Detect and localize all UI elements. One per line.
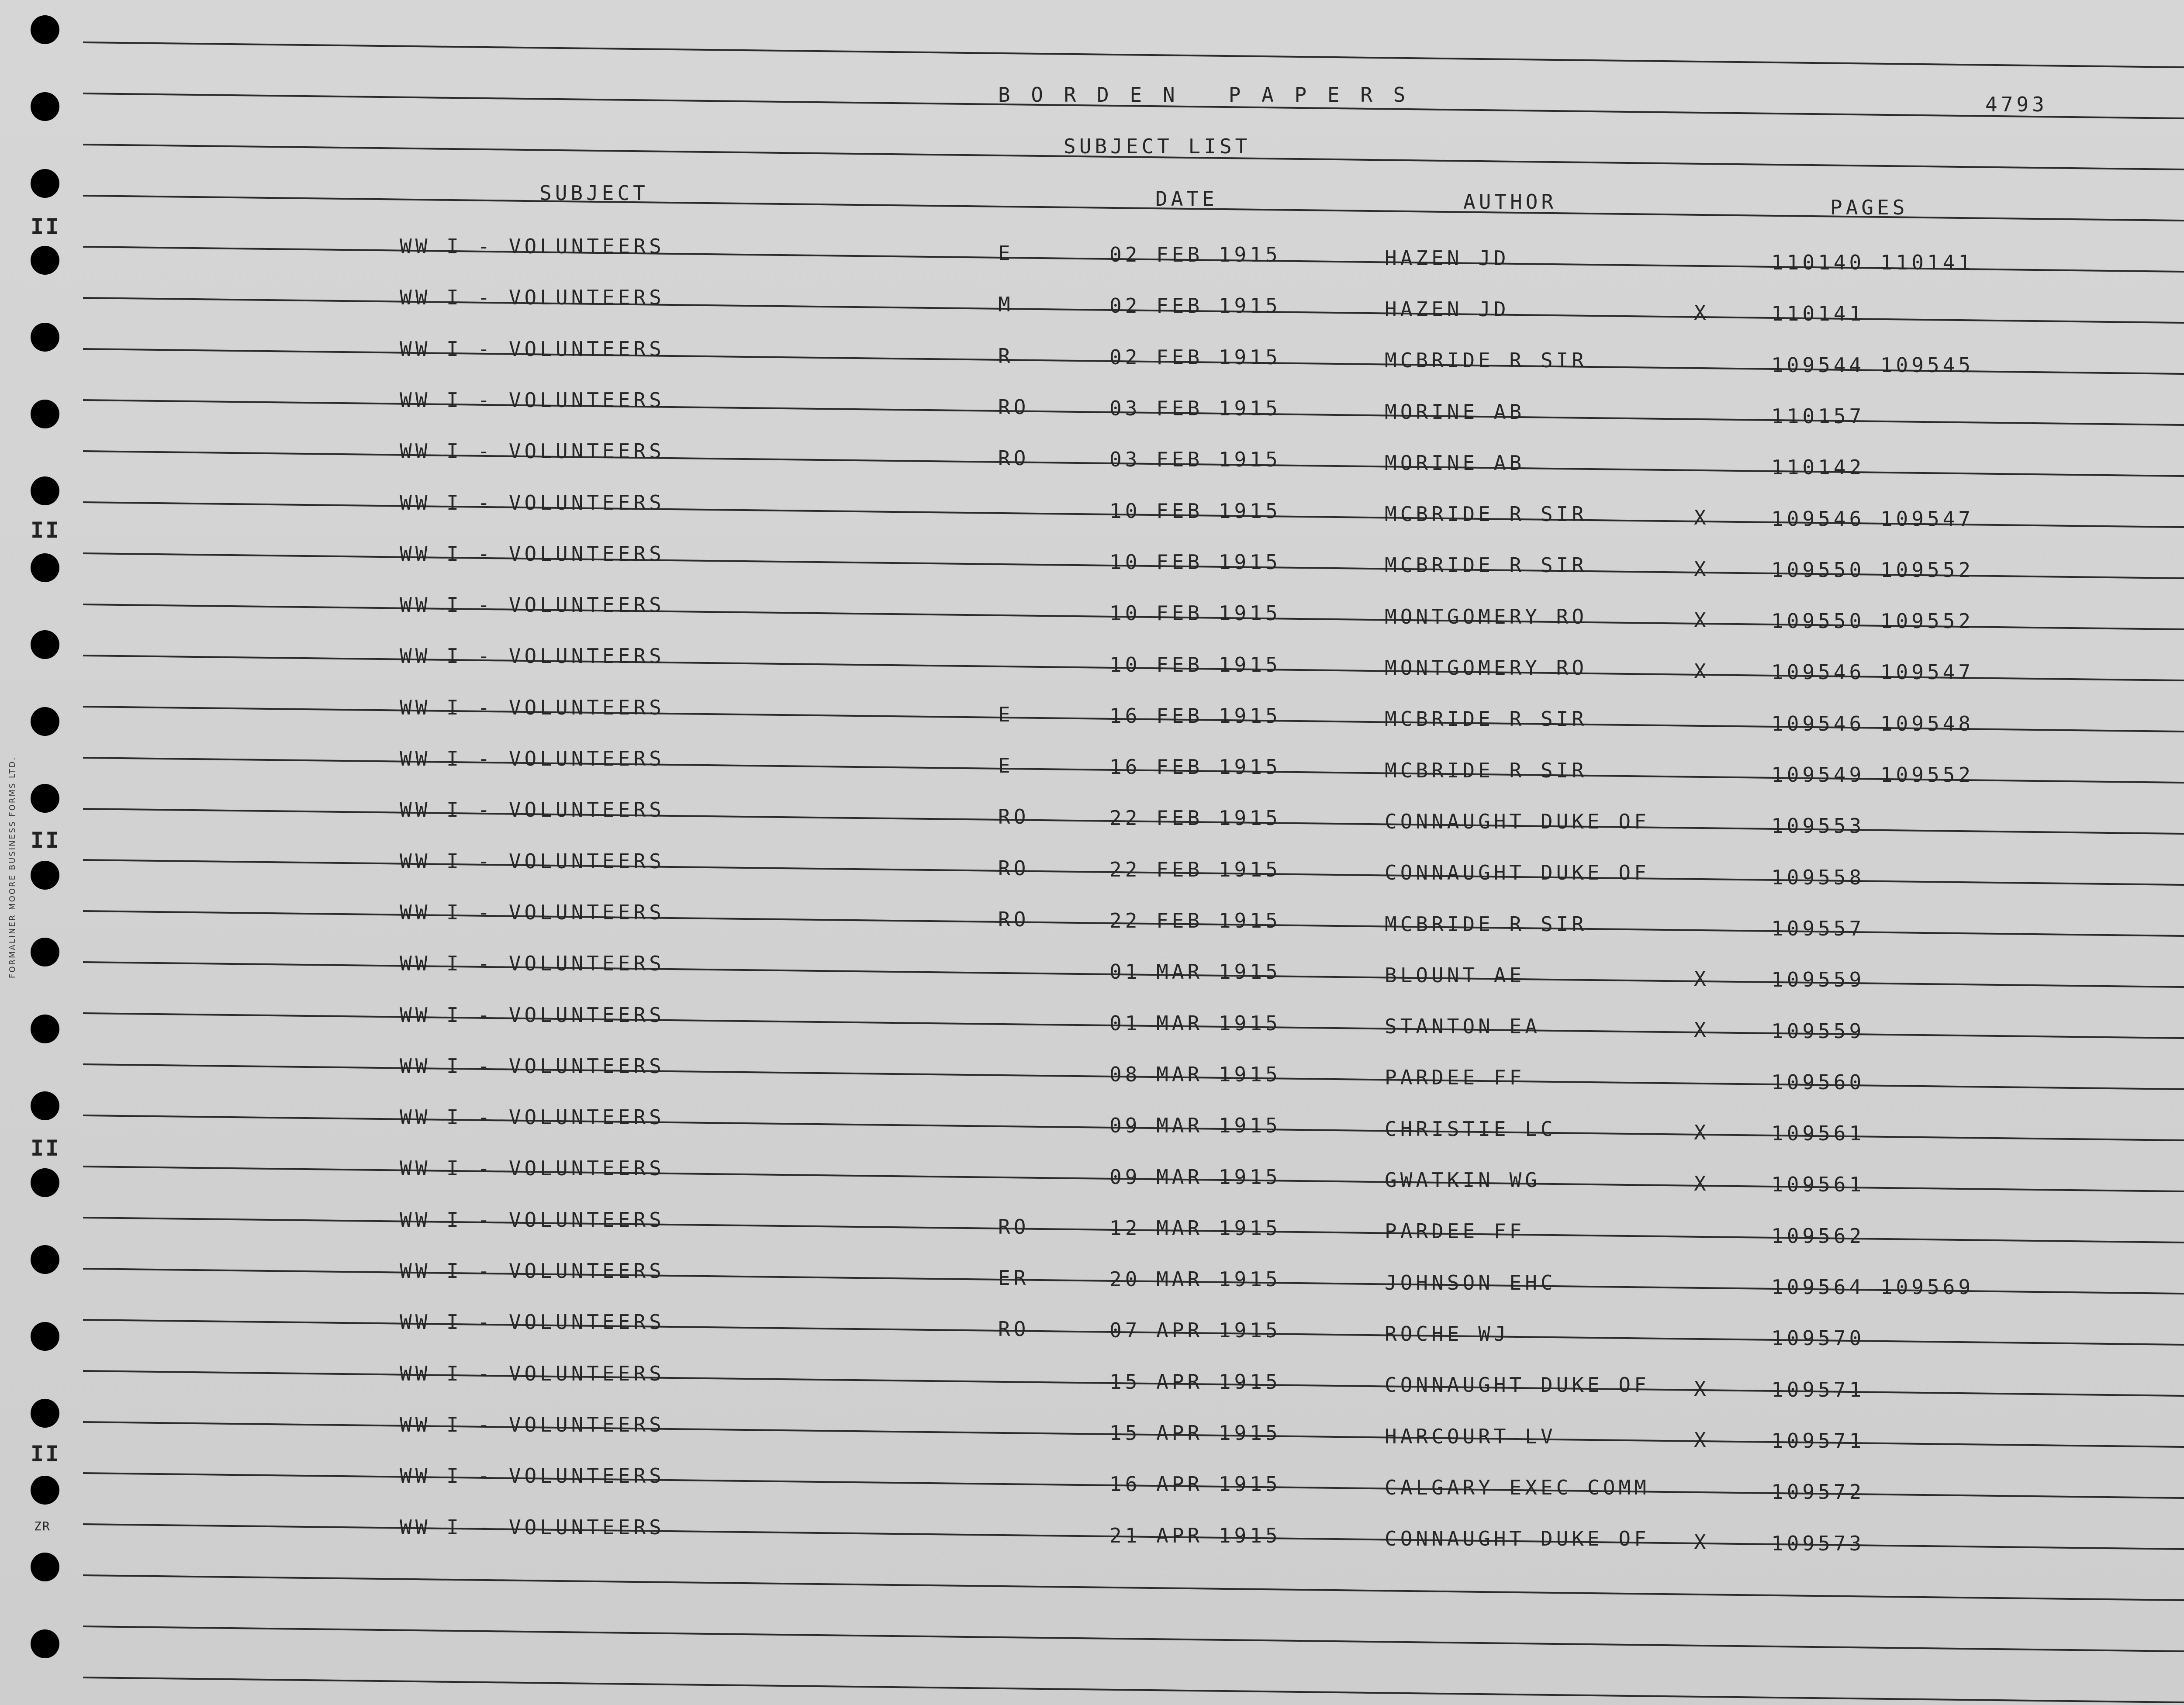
row-author: MCBRIDE R SIR xyxy=(1385,758,1588,782)
row-date: 10 FEB 1915 xyxy=(1109,499,1281,523)
column-header-author: AUTHOR xyxy=(1463,190,1557,214)
row-subject: WW I - VOLUNTEERS xyxy=(400,849,665,873)
row-pages: 109562 xyxy=(1771,1224,1865,1248)
left-feed-hole xyxy=(31,861,59,890)
left-feed-hole xyxy=(31,1168,59,1197)
row-date: 15 APR 1915 xyxy=(1109,1421,1281,1445)
row-author: MORINE AB xyxy=(1385,451,1525,475)
left-feed-hole xyxy=(31,707,59,736)
row-pages: 109546 109548 xyxy=(1771,711,1974,735)
row-author: CONNAUGHT DUKE OF xyxy=(1385,809,1650,833)
left-feed-hole xyxy=(31,1629,59,1658)
row-subject: WW I - VOLUNTEERS xyxy=(400,388,665,412)
row-date: 08 MAR 1915 xyxy=(1109,1062,1281,1086)
row-subject: WW I - VOLUNTEERS xyxy=(400,542,665,566)
row-code: E xyxy=(998,242,1014,266)
row-pages: 110141 xyxy=(1771,302,1865,326)
left-feed-hole xyxy=(31,400,59,428)
row-author: PARDEE FF xyxy=(1385,1219,1525,1243)
row-author: HAZEN JD xyxy=(1385,246,1510,270)
row-subject: WW I - VOLUNTEERS xyxy=(400,900,665,924)
row-pages: 109559 xyxy=(1771,1019,1865,1043)
row-author: STANTON EA xyxy=(1385,1015,1541,1039)
row-pages: 109546 109547 xyxy=(1771,660,1974,684)
row-pages: 109550 109552 xyxy=(1771,609,1974,633)
row-subject: WW I - VOLUNTEERS xyxy=(400,337,665,361)
left-feed-hole xyxy=(31,1553,59,1581)
left-feed-hole xyxy=(31,1322,59,1351)
row-code: RO xyxy=(998,1317,1030,1341)
row-code: RO xyxy=(998,395,1030,419)
row-date: 10 FEB 1915 xyxy=(1109,601,1281,625)
row-date: 01 MAR 1915 xyxy=(1109,1011,1281,1035)
left-feed-hole xyxy=(31,1015,59,1043)
row-author: HARCOURT LV xyxy=(1385,1424,1556,1448)
page-number: 4793 xyxy=(1985,93,2048,116)
row-author: MCBRIDE R SIR xyxy=(1385,707,1588,731)
row-code: ER xyxy=(998,1266,1030,1290)
row-subject: WW I - VOLUNTEERS xyxy=(400,439,665,463)
row-date: 09 MAR 1915 xyxy=(1109,1165,1281,1189)
row-pages: 109559 xyxy=(1771,968,1865,992)
row-author: HAZEN JD xyxy=(1385,297,1510,321)
row-author: MORINE AB xyxy=(1385,400,1525,424)
left-feed-hole xyxy=(31,553,59,582)
row-pages: 109571 xyxy=(1771,1429,1865,1453)
column-header-pages: PAGES xyxy=(1830,196,1908,219)
row-code: E xyxy=(998,702,1014,726)
row-mark: X xyxy=(1694,301,1710,325)
row-mark: X xyxy=(1694,557,1710,581)
row-author: MCBRIDE R SIR xyxy=(1385,349,1588,373)
row-author: CHRISTIE LC xyxy=(1385,1117,1556,1141)
row-author: CALGARY EXEC COMM xyxy=(1385,1475,1650,1499)
left-feed-hole xyxy=(31,323,59,352)
row-subject: WW I - VOLUNTEERS xyxy=(400,1208,665,1232)
row-mark: X xyxy=(1694,1172,1710,1196)
row-subject: WW I - VOLUNTEERS xyxy=(400,286,665,310)
row-code: R xyxy=(998,344,1014,368)
row-date: 09 MAR 1915 xyxy=(1109,1114,1281,1138)
row-pages: 109560 xyxy=(1771,1070,1865,1094)
row-author: CONNAUGHT DUKE OF xyxy=(1385,861,1650,885)
row-date: 01 MAR 1915 xyxy=(1109,960,1281,984)
row-author: PARDEE FF xyxy=(1385,1066,1525,1090)
left-feed-hole xyxy=(31,784,59,813)
left-feed-hole xyxy=(31,630,59,659)
left-feed-hole xyxy=(31,15,59,44)
row-code: RO xyxy=(998,856,1030,880)
row-pages: 109564 109569 xyxy=(1771,1275,1974,1299)
row-subject: WW I - VOLUNTEERS xyxy=(400,1361,665,1385)
row-subject: WW I - VOLUNTEERS xyxy=(400,1259,665,1283)
row-author: MONTGOMERY RO xyxy=(1385,656,1588,680)
row-date: 02 FEB 1915 xyxy=(1109,294,1281,318)
row-date: 07 APR 1915 xyxy=(1109,1318,1281,1343)
perforation-mark: II xyxy=(31,828,61,853)
row-subject: WW I - VOLUNTEERS xyxy=(400,235,665,258)
row-author: JOHNSON EHC xyxy=(1385,1270,1556,1294)
row-date: 02 FEB 1915 xyxy=(1109,345,1281,369)
row-subject: WW I - VOLUNTEERS xyxy=(400,952,665,976)
row-date: 02 FEB 1915 xyxy=(1109,243,1281,267)
row-date: 10 FEB 1915 xyxy=(1109,550,1281,574)
left-feed-hole xyxy=(31,1399,59,1428)
row-author: MCBRIDE R SIR xyxy=(1385,912,1588,936)
corner-code: ZR xyxy=(34,1519,51,1533)
row-mark: X xyxy=(1694,1530,1710,1554)
row-pages: 109572 xyxy=(1771,1480,1865,1504)
row-author: ROCHE WJ xyxy=(1385,1322,1510,1346)
row-subject: WW I - VOLUNTEERS xyxy=(400,1464,665,1488)
row-subject: WW I - VOLUNTEERS xyxy=(400,1156,665,1180)
row-code: RO xyxy=(998,805,1030,829)
left-feed-hole xyxy=(31,476,59,505)
row-mark: X xyxy=(1694,506,1710,530)
perforation-mark: II xyxy=(31,1441,61,1467)
row-author: MCBRIDE R SIR xyxy=(1385,553,1588,577)
row-pages: 109570 xyxy=(1771,1326,1865,1350)
row-author: MCBRIDE R SIR xyxy=(1385,502,1588,526)
row-code: M xyxy=(998,293,1014,317)
row-pages: 110157 xyxy=(1771,404,1865,428)
row-pages: 109571 xyxy=(1771,1377,1865,1401)
perforation-mark: II xyxy=(31,1136,61,1161)
left-feed-hole xyxy=(31,246,59,275)
row-date: 16 FEB 1915 xyxy=(1109,755,1281,779)
left-feed-hole xyxy=(31,938,59,966)
ruled-line xyxy=(83,41,2184,69)
ruled-line xyxy=(83,1626,2184,1653)
row-mark: X xyxy=(1694,1428,1710,1452)
ruled-line xyxy=(83,1574,2184,1601)
row-pages: 109546 109547 xyxy=(1771,507,1974,531)
left-feed-hole xyxy=(31,1476,59,1505)
row-mark: X xyxy=(1694,1018,1710,1042)
row-mark: X xyxy=(1694,1377,1710,1401)
row-author: BLOUNT AE xyxy=(1385,963,1525,987)
row-pages: 109573 xyxy=(1771,1531,1865,1555)
row-code: RO xyxy=(998,908,1030,932)
row-date: 16 APR 1915 xyxy=(1109,1472,1281,1496)
row-subject: WW I - VOLUNTEERS xyxy=(400,593,665,617)
row-mark: X xyxy=(1694,608,1710,632)
row-pages: 109561 xyxy=(1771,1173,1865,1197)
row-subject: WW I - VOLUNTEERS xyxy=(400,1515,665,1539)
row-date: 21 APR 1915 xyxy=(1109,1523,1281,1547)
row-pages: 110142 xyxy=(1771,456,1865,480)
row-subject: WW I - VOLUNTEERS xyxy=(400,644,665,668)
row-mark: X xyxy=(1694,659,1710,683)
row-pages: 109558 xyxy=(1771,865,1865,889)
left-feed-hole xyxy=(31,92,59,121)
row-pages: 109550 109552 xyxy=(1771,558,1974,582)
row-author: CONNAUGHT DUKE OF xyxy=(1385,1527,1650,1551)
row-subject: WW I - VOLUNTEERS xyxy=(400,695,665,719)
perforation-mark: II xyxy=(31,518,61,543)
row-date: 03 FEB 1915 xyxy=(1109,448,1281,472)
row-subject: WW I - VOLUNTEERS xyxy=(400,798,665,822)
row-subject: WW I - VOLUNTEERS xyxy=(400,490,665,514)
row-pages: 109561 xyxy=(1771,1122,1865,1146)
row-pages: 109549 109552 xyxy=(1771,763,1974,787)
row-code: E xyxy=(998,754,1014,778)
row-subject: WW I - VOLUNTEERS xyxy=(400,1412,665,1436)
row-pages: 109553 xyxy=(1771,814,1865,838)
left-feed-hole xyxy=(31,1245,59,1274)
row-subject: WW I - VOLUNTEERS xyxy=(400,1310,665,1334)
row-code: RO xyxy=(998,446,1030,470)
row-date: 16 FEB 1915 xyxy=(1109,704,1281,728)
row-author: CONNAUGHT DUKE OF xyxy=(1385,1373,1650,1397)
row-date: 03 FEB 1915 xyxy=(1109,397,1281,421)
page-title: B O R D E N P A P E R S xyxy=(998,83,1410,107)
column-header-subject: SUBJECT xyxy=(539,181,649,205)
page-subtitle: SUBJECT LIST xyxy=(1064,135,1251,158)
row-date: 10 FEB 1915 xyxy=(1109,652,1281,676)
form-vendor-text: FORMALINER MOORE BUSINESS FORMS LTD. xyxy=(8,756,17,978)
row-author: MONTGOMERY RO xyxy=(1385,604,1588,628)
column-header-date: DATE xyxy=(1155,187,1218,211)
left-feed-hole xyxy=(31,169,59,198)
row-date: 22 FEB 1915 xyxy=(1109,909,1281,933)
perforation-mark: II xyxy=(31,214,61,239)
row-author: GWATKIN WG xyxy=(1385,1168,1541,1192)
row-pages: 110140 110141 xyxy=(1771,251,1974,275)
row-subject: WW I - VOLUNTEERS xyxy=(400,747,665,770)
row-subject: WW I - VOLUNTEERS xyxy=(400,1105,665,1129)
row-date: 20 MAR 1915 xyxy=(1109,1267,1281,1291)
row-mark: X xyxy=(1694,1121,1710,1145)
row-code: RO xyxy=(998,1215,1030,1239)
row-date: 12 MAR 1915 xyxy=(1109,1216,1281,1240)
left-feed-hole xyxy=(31,1091,59,1120)
row-subject: WW I - VOLUNTEERS xyxy=(400,1003,665,1027)
row-subject: WW I - VOLUNTEERS xyxy=(400,1054,665,1078)
ruled-line xyxy=(83,1677,2184,1704)
row-pages: 109544 109545 xyxy=(1771,353,1974,377)
row-pages: 109557 xyxy=(1771,916,1865,940)
row-date: 22 FEB 1915 xyxy=(1109,806,1281,830)
row-mark: X xyxy=(1694,967,1710,991)
row-date: 22 FEB 1915 xyxy=(1109,857,1281,881)
row-date: 15 APR 1915 xyxy=(1109,1370,1281,1394)
